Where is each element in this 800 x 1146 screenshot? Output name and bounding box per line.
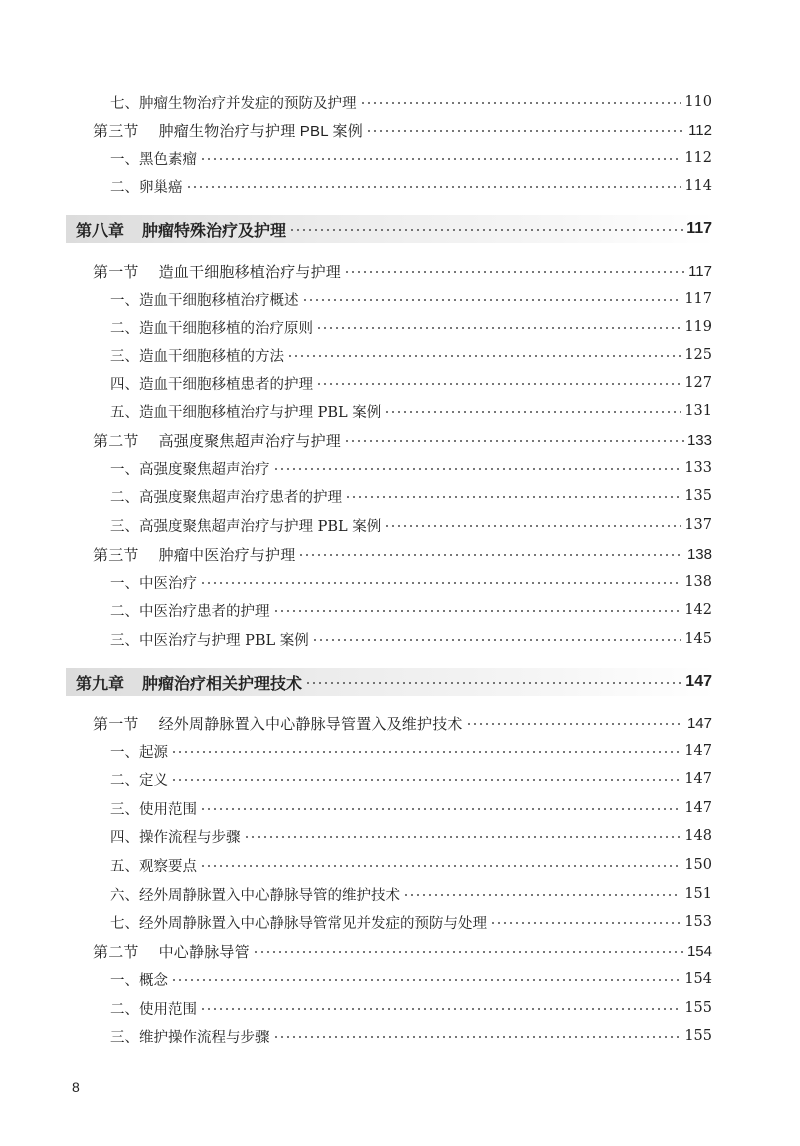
- dot-leader: [200, 1008, 681, 1010]
- dot-leader: [344, 271, 685, 273]
- dot-leader: [273, 468, 682, 470]
- toc-item-title: 五、造血干细胞移植治疗与护理 PBL 案例: [110, 404, 382, 421]
- section-number: 第二节: [93, 432, 139, 450]
- toc-page-number: 145: [684, 631, 712, 647]
- toc-section: [0, 709, 800, 737]
- dot-leader: [316, 327, 681, 329]
- toc-item-title: 三、使用范围: [110, 801, 197, 818]
- toc-item-title: 一、造血干细胞移植治疗概述: [110, 292, 299, 309]
- toc-section-title: [93, 713, 463, 734]
- toc-item-title: 二、高强度聚焦超声治疗患者的护理: [110, 489, 342, 506]
- section-title: 造血干细胞移植治疗与护理: [158, 263, 342, 281]
- chapter-title: 肿瘤治疗相关护理技术: [142, 675, 303, 693]
- toc-item: [0, 313, 800, 341]
- page-number: 8: [72, 1079, 80, 1095]
- toc-item-title: 二、卵巢癌: [110, 179, 183, 196]
- toc-page-number: 133: [686, 431, 712, 449]
- dot-leader: [466, 723, 684, 725]
- toc-item: [0, 88, 800, 116]
- dot-leader: [273, 1036, 682, 1038]
- section-title: 经外周静脉置入中心静脉导管置入及维护技术: [158, 715, 463, 733]
- toc-item-title: 二、定义: [110, 772, 168, 789]
- toc-item: [0, 625, 800, 653]
- section-number: 第三节: [93, 546, 139, 564]
- dot-leader: [366, 130, 685, 132]
- toc-item: [0, 965, 800, 993]
- toc-item: [0, 994, 800, 1022]
- toc-chapter-title: [76, 218, 286, 241]
- toc-page-number: 131: [684, 403, 712, 419]
- toc-page-number: 147: [685, 673, 712, 690]
- dot-leader: [273, 610, 682, 612]
- section-number: 第三节: [93, 122, 139, 140]
- dot-leader: [298, 554, 684, 556]
- toc-section: [0, 257, 800, 285]
- toc-item: [0, 880, 800, 908]
- dot-leader: [305, 682, 682, 684]
- toc-page-number: 154: [686, 942, 712, 960]
- toc-page-number: 153: [684, 914, 712, 930]
- toc-item-title: 一、黑色素瘤: [110, 151, 197, 168]
- toc-page-number: 154: [684, 971, 712, 987]
- dot-leader: [171, 779, 681, 781]
- toc-item-title: 四、造血干细胞移植患者的护理: [110, 376, 313, 393]
- toc-item: [0, 144, 800, 172]
- toc-page-number: 147: [684, 800, 712, 816]
- toc-page-number: 114: [684, 178, 712, 194]
- toc-item-title: 三、维护操作流程与步骤: [110, 1029, 270, 1046]
- toc-page-number: 110: [684, 94, 712, 110]
- section-number: 第一节: [93, 715, 139, 733]
- toc-page-number: 155: [684, 1000, 712, 1016]
- toc-page-number: 147: [686, 714, 712, 732]
- toc-section-title: [93, 941, 250, 962]
- toc-page-number: 138: [684, 574, 712, 590]
- toc-chapter: [66, 215, 716, 243]
- dot-leader: [171, 751, 681, 753]
- toc-item: [0, 568, 800, 596]
- dot-leader: [490, 922, 681, 924]
- toc-section-title: [93, 261, 341, 282]
- toc-item: [0, 822, 800, 850]
- toc-item-title: 三、高强度聚焦超声治疗与护理 PBL 案例: [110, 518, 382, 535]
- toc-item-title: 二、使用范围: [110, 1001, 197, 1018]
- dot-leader: [302, 299, 682, 301]
- toc-page-number: 112: [684, 150, 712, 166]
- toc-item: [0, 851, 800, 879]
- toc-item: [0, 1022, 800, 1050]
- section-title: 肿瘤中医治疗与护理: [158, 546, 296, 564]
- toc-item-title: 二、中医治疗患者的护理: [110, 603, 270, 620]
- section-title: 中心静脉导管: [158, 943, 250, 961]
- dot-leader: [200, 582, 681, 584]
- dot-leader: [186, 186, 682, 188]
- toc-section: [0, 116, 800, 144]
- toc-page-number: 117: [688, 262, 712, 280]
- toc-item-title: 七、经外周静脉置入中心静脉导管常见并发症的预防与处理: [110, 915, 487, 932]
- toc-page-number: 138: [686, 545, 712, 563]
- toc-item: [0, 397, 800, 425]
- dot-leader: [244, 836, 682, 838]
- toc-section: [0, 426, 800, 454]
- toc-item-title: 四、操作流程与步骤: [110, 829, 241, 846]
- toc-page-number: 119: [684, 319, 712, 335]
- chapter-number: 第九章: [76, 675, 125, 693]
- dot-leader: [200, 808, 681, 810]
- toc-item-title: 五、观察要点: [110, 858, 197, 875]
- toc-item: [0, 482, 800, 510]
- dot-leader: [200, 865, 681, 867]
- toc-item-title: 三、造血干细胞移植的方法: [110, 348, 284, 365]
- toc-item-title: 二、造血干细胞移植的治疗原则: [110, 320, 313, 337]
- dot-leader: [403, 894, 681, 896]
- toc-item: [0, 172, 800, 200]
- dot-leader: [312, 639, 682, 641]
- toc-section: [0, 540, 800, 568]
- toc-page-number: 142: [684, 602, 712, 618]
- dot-leader: [384, 411, 681, 413]
- dot-leader: [289, 229, 683, 231]
- toc-chapter: [66, 668, 716, 696]
- toc-page-number: 151: [684, 886, 712, 902]
- toc-section: [0, 937, 800, 965]
- toc-item: [0, 285, 800, 313]
- toc-section-title: [93, 120, 363, 141]
- dot-leader: [253, 951, 684, 953]
- chapter-title: 肿瘤特殊治疗及护理: [142, 222, 287, 240]
- toc-item: [0, 511, 800, 539]
- toc-page-number: 125: [684, 347, 712, 363]
- toc-page-number: 147: [684, 771, 712, 787]
- toc-item-title: 六、经外周静脉置入中心静脉导管的维护技术: [110, 887, 400, 904]
- toc-page-number: 127: [684, 375, 712, 391]
- toc-item: [0, 794, 800, 822]
- toc-page-number: 117: [686, 220, 712, 237]
- toc-page-number: 150: [684, 857, 712, 873]
- chapter-number: 第八章: [76, 222, 125, 240]
- dot-leader: [344, 440, 684, 442]
- toc-item: [0, 369, 800, 397]
- toc-item: [0, 596, 800, 624]
- section-number: 第一节: [93, 263, 139, 281]
- dot-leader: [171, 979, 681, 981]
- dot-leader: [316, 383, 681, 385]
- toc-item-title: 一、高强度聚焦超声治疗: [110, 461, 270, 478]
- toc-item: [0, 454, 800, 482]
- toc-item: [0, 341, 800, 369]
- dot-leader: [345, 496, 681, 498]
- section-number: 第二节: [93, 943, 139, 961]
- toc-item: [0, 737, 800, 765]
- toc-page-number: 137: [684, 517, 712, 533]
- toc-page-number: 112: [688, 121, 712, 139]
- dot-leader: [200, 158, 681, 160]
- toc-page-number: 148: [684, 828, 712, 844]
- section-title: 高强度聚焦超声治疗与护理: [158, 432, 342, 450]
- toc-page-number: 135: [684, 488, 712, 504]
- toc-item-title: 一、概念: [110, 972, 168, 989]
- toc-page-number: 133: [684, 460, 712, 476]
- dot-leader: [287, 355, 681, 357]
- toc-item-title: 七、肿瘤生物治疗并发症的预防及护理: [110, 95, 357, 112]
- toc-page-number: 155: [684, 1028, 712, 1044]
- toc-item-title: 三、中医治疗与护理 PBL 案例: [110, 632, 309, 649]
- section-title: 肿瘤生物治疗与护理 PBL 案例: [158, 122, 363, 140]
- toc-section-title: [93, 544, 295, 565]
- toc-page-number: 147: [684, 743, 712, 759]
- toc-section-title: [93, 430, 341, 451]
- toc-item-title: 一、中医治疗: [110, 575, 197, 592]
- toc-item-title: 一、起源: [110, 744, 168, 761]
- toc-page-number: 117: [684, 291, 712, 307]
- dot-leader: [384, 525, 681, 527]
- toc-chapter-title: [76, 671, 302, 694]
- dot-leader: [360, 102, 682, 104]
- toc-item: [0, 908, 800, 936]
- toc-item: [0, 765, 800, 793]
